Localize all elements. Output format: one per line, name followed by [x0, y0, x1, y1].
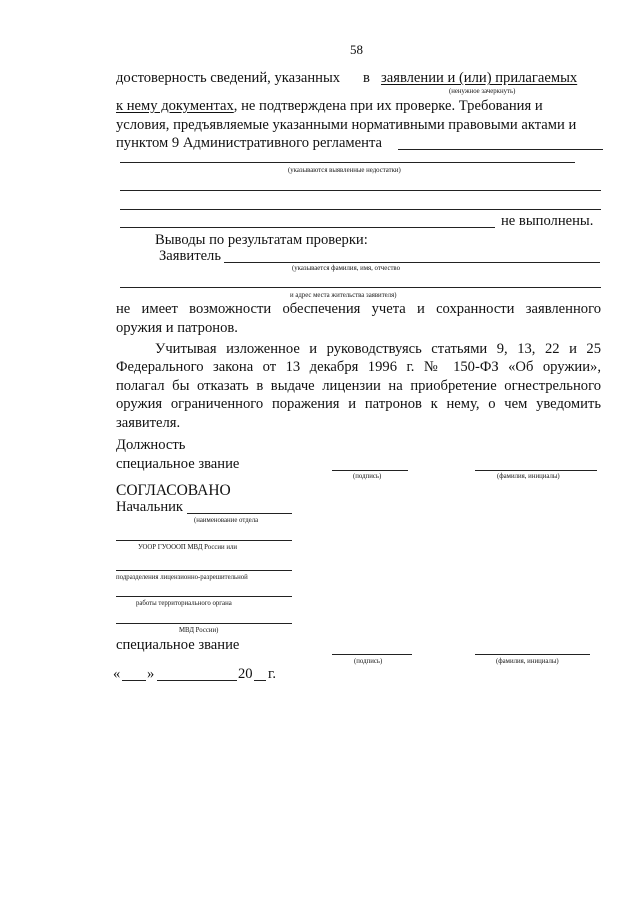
para3-line4: оружия ограниченного поражения и патронов к нему, о чем уведомить [116, 396, 601, 412]
flaws-note: (указываются выявленные недостатки) [288, 167, 401, 174]
para1-line4: пунктом 9 Административного регламента [116, 135, 382, 151]
para3-line2: Федерального закона от 13 декабря 1996 г. № 150-ФЗ «Об оружии», [116, 359, 601, 375]
signature-line-1[interactable] [332, 470, 408, 471]
para1-line1-a: достоверность сведений, указанных [116, 70, 341, 86]
para3-line5: заявителя. [116, 415, 181, 431]
address-note: и адрес места жительства заявителя) [290, 292, 397, 299]
date-year-suffix: г. [268, 666, 276, 682]
para2-line1: не имеет возможности обеспечения учета и сохранности заявленного [116, 301, 601, 317]
signature-note-1: (подпись) [353, 473, 382, 480]
para3-line1: Учитывая изложенное и руководствуясь статьями 9, 13, 22 и 25 [155, 341, 601, 357]
applicant-label: Заявитель [159, 248, 221, 264]
name-note-1: (фамилия, инициалы) [497, 473, 560, 480]
flaws-line-2[interactable] [120, 190, 601, 191]
dept-note-1: (наименование отдела [194, 517, 259, 524]
para1-line2 [116, 97, 543, 116]
para1-line3: условия, предъявляемые указанными нормативными правовыми актами и [116, 117, 577, 133]
fill-line[interactable] [398, 149, 603, 150]
signature-line-2[interactable] [332, 654, 412, 655]
cross-out-note: (ненужное зачеркнуть) [449, 88, 516, 95]
para1-line2-rest: , не подтверждена при их проверке. Требования и [233, 98, 543, 114]
conclusions-heading: Выводы по результатам проверки: [155, 232, 368, 248]
dept-line-2[interactable] [116, 540, 292, 541]
para1-line1-b: в [363, 70, 370, 86]
para3-line3: полагал бы отказать в выдаче лицензии на приобретение огнестрельного [116, 378, 601, 394]
date-year-line[interactable] [254, 680, 266, 681]
dept-line-3[interactable] [116, 570, 292, 571]
flaws-line-1[interactable] [120, 162, 575, 163]
flaws-line-3[interactable] [120, 209, 601, 210]
approval-title: СОГЛАСОВАНО [116, 482, 231, 499]
dept-note-3: подразделения лицензионно-разрешительной [116, 574, 248, 581]
date-year-prefix: 20 [238, 666, 253, 682]
position-label: Должность [116, 437, 186, 453]
para1-line1-options: заявлении и (или) прилагаемых [381, 70, 578, 86]
flaws-line-4[interactable] [120, 227, 495, 228]
date-quote-close: » [147, 666, 155, 682]
chief-line[interactable] [187, 513, 292, 514]
approval-rank-label: специальное звание [116, 637, 240, 653]
dept-note-5: МВД России) [179, 627, 219, 634]
applicant-line[interactable] [224, 262, 600, 263]
chief-label: Начальник [116, 499, 184, 515]
name-note-2: (фамилия, инициалы) [496, 658, 559, 665]
not-fulfilled: не выполнены. [501, 213, 594, 229]
dept-line-5[interactable] [116, 623, 292, 624]
rank-label: специальное звание [116, 456, 240, 472]
date-quote-open: « [113, 666, 121, 682]
name-line-2[interactable] [475, 654, 590, 655]
page-number: 58 [350, 42, 363, 57]
para1-line2-underlined: к нему документах [116, 98, 234, 114]
dept-note-2: УООР ГУОООП МВД России или [138, 544, 238, 551]
date-month-line[interactable] [157, 680, 237, 681]
dept-note-4: работы территориального органа [136, 600, 232, 607]
address-line[interactable] [120, 287, 601, 288]
name-line-1[interactable] [475, 470, 597, 471]
dept-line-4[interactable] [116, 596, 292, 597]
para2-line2: оружия и патронов. [116, 320, 238, 336]
signature-note-2: (подпись) [354, 658, 383, 665]
fio-note: (указывается фамилия, имя, отчество [292, 265, 400, 272]
date-day-line[interactable] [122, 680, 146, 681]
